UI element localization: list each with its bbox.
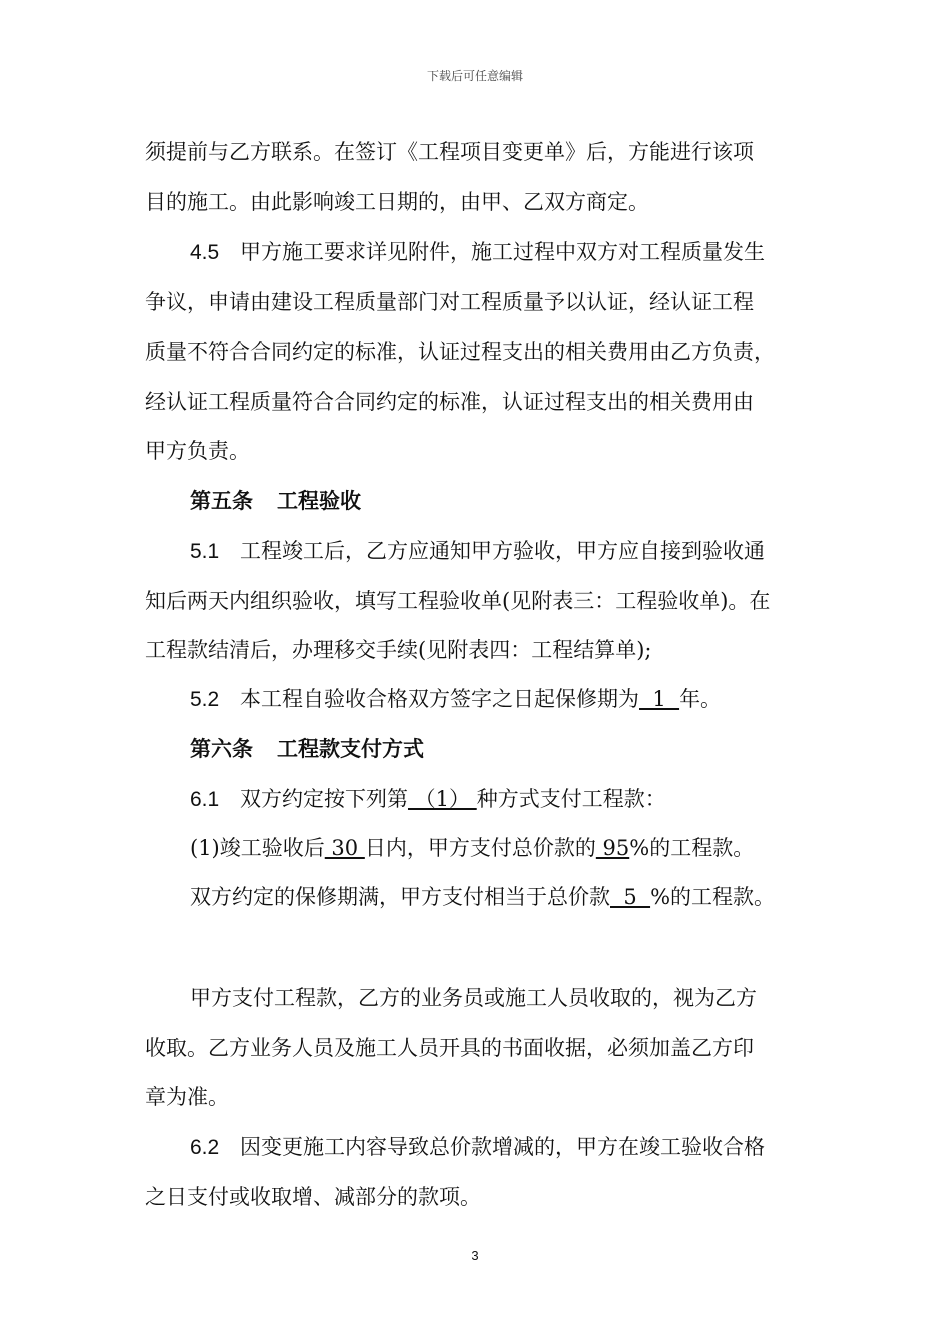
clause-5-2-line bbox=[190, 684, 721, 715]
clause-number: 6.1 bbox=[190, 788, 220, 811]
clause-number: 6.2 bbox=[190, 1136, 220, 1159]
days-blank: 30 bbox=[324, 836, 365, 860]
paragraph-line: 之日支付或收取增、减部分的款项。 bbox=[145, 1185, 481, 1209]
clause-6-2-line bbox=[190, 1132, 765, 1163]
clause-text: 工程竣工后，乙方应通知甲方验收，甲方应自接到验收通 bbox=[240, 539, 765, 563]
paragraph-line: 经认证工程质量符合合同约定的标准，认证过程支出的相关费用由 bbox=[145, 390, 754, 414]
paragraph-line: 须提前与乙方联系。在签订《工程项目变更单》后，方能进行该项 bbox=[145, 140, 754, 164]
payment-option-blank: （1） bbox=[408, 787, 477, 811]
clause-text: %的工程款。 bbox=[629, 836, 755, 860]
clause-5-1-line bbox=[190, 536, 765, 567]
paragraph-line: 知后两天内组织验收，填写工程验收单(见附表三：工程验收单)。在 bbox=[145, 589, 771, 613]
paragraph-line: 甲方支付工程款，乙方的业务员或施工人员收取的，视为乙方 bbox=[190, 986, 757, 1010]
clause-text: %的工程款。 bbox=[650, 885, 776, 909]
paragraph-line: 争议，申请由建设工程质量部门对工程质量予以认证，经认证工程 bbox=[145, 290, 754, 314]
article-number: 第六条 bbox=[190, 736, 253, 761]
percent-blank: 5 bbox=[610, 885, 651, 909]
clause-text: 因变更施工内容导致总价款增减的，甲方在竣工验收合格 bbox=[240, 1135, 765, 1159]
clause-text: 本工程自验收合格双方签字之日起保修期为 bbox=[240, 687, 639, 711]
paragraph-line: 收取。乙方业务人员及施工人员开具的书面收据，必须加盖乙方印 bbox=[145, 1036, 754, 1060]
paragraph-line: 目的施工。由此影响竣工日期的，由甲、乙双方商定。 bbox=[145, 190, 649, 214]
clause-text: 双方约定的保修期满，甲方支付相当于总价款 bbox=[190, 885, 610, 909]
warranty-years-blank: 1 bbox=[639, 687, 680, 711]
paragraph-line: 工程款结清后，办理移交手续(见附表四：工程结算单); bbox=[145, 638, 652, 662]
clause-text: 种方式支付工程款： bbox=[476, 787, 666, 811]
article-number: 第五条 bbox=[190, 488, 253, 513]
clause-number: 5.1 bbox=[190, 540, 220, 563]
clause-text: 日内，甲方支付总价款的 bbox=[364, 836, 596, 860]
clause-6-1-line bbox=[190, 784, 666, 815]
clause-text: (1)竣工验收后 bbox=[190, 836, 325, 860]
clause-number: 5.2 bbox=[190, 688, 220, 711]
clause-text: 甲方施工要求详见附件，施工过程中双方对工程质量发生 bbox=[240, 240, 765, 264]
paragraph-line: 质量不符合合同约定的标准，认证过程支出的相关费用由乙方负责， bbox=[145, 340, 775, 364]
article-title: 工程款支付方式 bbox=[277, 736, 424, 761]
article-6-heading bbox=[190, 734, 424, 764]
clause-text: 年。 bbox=[679, 687, 722, 711]
paragraph-line: 章为准。 bbox=[145, 1085, 229, 1109]
payment-option-1-line bbox=[190, 833, 754, 863]
paragraph-line: 甲方负责。 bbox=[145, 439, 250, 463]
clause-text: 双方约定按下列第 bbox=[240, 787, 408, 811]
clause-number: 4.5 bbox=[190, 241, 220, 264]
page-header: 下载后可任意编辑 bbox=[426, 69, 523, 83]
page-number: 3 bbox=[471, 1248, 479, 1263]
clause-4-5-line bbox=[190, 237, 765, 268]
payment-option-2-line bbox=[190, 882, 775, 912]
percent-blank: 95 bbox=[595, 836, 630, 860]
article-5-heading bbox=[190, 486, 361, 516]
article-title: 工程验收 bbox=[277, 488, 361, 513]
